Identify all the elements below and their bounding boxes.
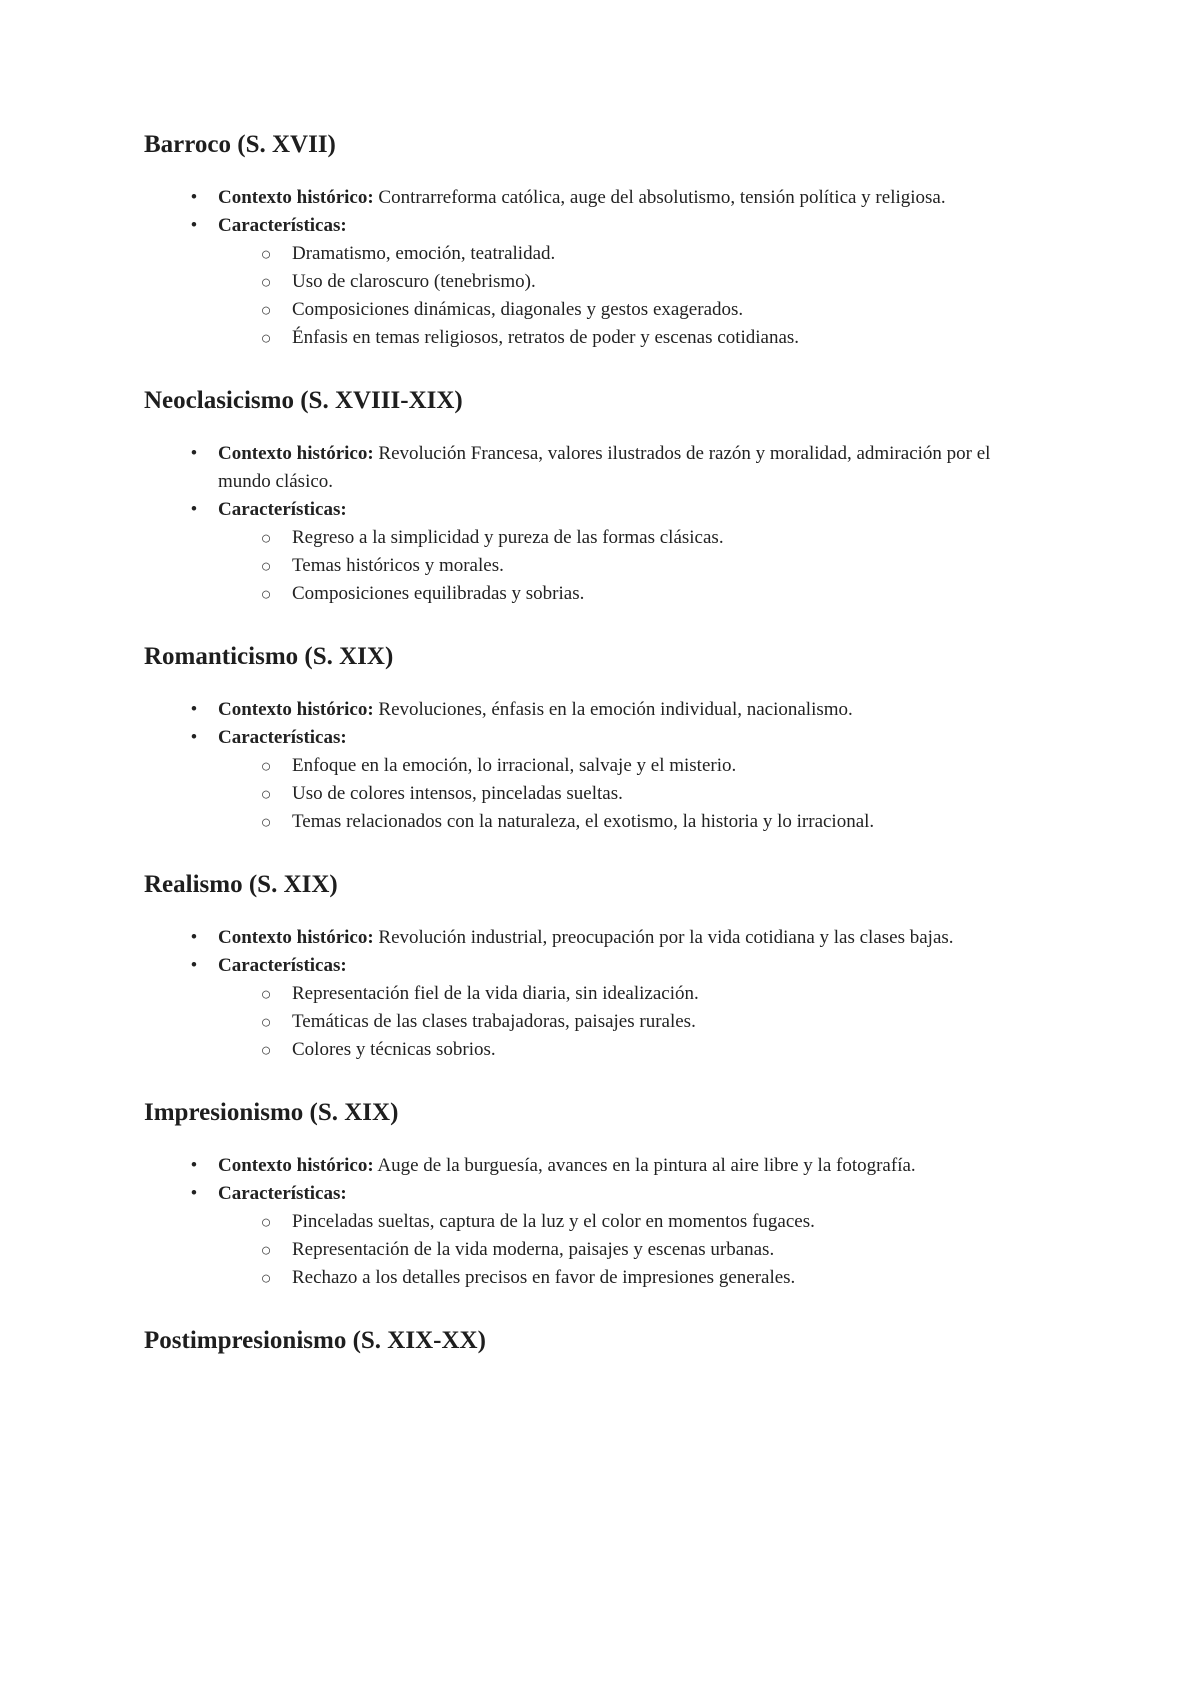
context-text: Contrarreforma católica, auge del absolutismo, tensión política y religiosa. xyxy=(373,187,946,208)
circle-bullet-icon: ○ xyxy=(260,1212,272,1232)
features-label: Características: xyxy=(218,499,347,520)
features-label: Características: xyxy=(218,215,347,236)
bullet-icon: • xyxy=(190,443,198,464)
section-realismo xyxy=(144,868,1044,1064)
section-heading: Postimpresionismo (S. XIX-XX) xyxy=(144,1327,486,1354)
features-list xyxy=(218,752,1044,836)
features-list xyxy=(218,980,1044,1064)
section-heading: Realismo (S. XIX) xyxy=(144,871,338,898)
section-list xyxy=(144,440,1044,608)
features-label: Características: xyxy=(218,727,347,748)
list-item xyxy=(260,1036,1044,1064)
list-item xyxy=(190,724,1044,836)
context-text: Revoluciones, énfasis en la emoción individual, nacionalismo. xyxy=(373,699,853,720)
context-text: Revolución industrial, preocupación por la vida cotidiana y las clases bajas. xyxy=(373,927,954,948)
list-item xyxy=(190,1152,1044,1180)
circle-bullet-icon: ○ xyxy=(260,272,272,292)
circle-bullet-icon: ○ xyxy=(260,300,272,320)
feature-text: Representación de la vida moderna, paisajes y escenas urbanas. xyxy=(292,1239,775,1260)
section-heading: Barroco (S. XVII) xyxy=(144,131,336,158)
list-item xyxy=(260,580,1044,608)
circle-bullet-icon: ○ xyxy=(260,244,272,264)
feature-text: Temáticas de las clases trabajadoras, paisajes rurales. xyxy=(292,1011,696,1032)
features-list xyxy=(218,1208,1044,1292)
section-heading: Romanticismo (S. XIX) xyxy=(144,643,394,670)
section-heading: Neoclasicismo (S. XVIII-XIX) xyxy=(144,387,463,414)
circle-bullet-icon: ○ xyxy=(260,812,272,832)
circle-bullet-icon: ○ xyxy=(260,984,272,1004)
list-item xyxy=(260,752,1044,780)
list-item xyxy=(260,552,1044,580)
feature-text: Representación fiel de la vida diaria, sin idealización. xyxy=(292,983,699,1004)
list-item xyxy=(260,268,1044,296)
bullet-icon: • xyxy=(190,215,198,236)
circle-bullet-icon: ○ xyxy=(260,756,272,776)
list-item xyxy=(260,1208,1044,1236)
feature-text: Composiciones dinámicas, diagonales y gestos exagerados. xyxy=(292,299,744,320)
list-item xyxy=(260,980,1044,1008)
feature-text: Composiciones equilibradas y sobrias. xyxy=(292,583,585,604)
feature-text: Enfoque en la emoción, lo irracional, salvaje y el misterio. xyxy=(292,755,737,776)
bullet-icon: • xyxy=(190,187,198,208)
context-label: Contexto histórico: xyxy=(218,699,374,720)
bullet-icon: • xyxy=(190,955,198,976)
section-list xyxy=(144,696,1044,836)
bullet-icon: • xyxy=(190,727,198,748)
section-romanticismo xyxy=(144,640,1044,836)
context-label: Contexto histórico: xyxy=(218,927,374,948)
list-item xyxy=(190,496,1044,608)
bullet-icon: • xyxy=(190,1155,198,1176)
circle-bullet-icon: ○ xyxy=(260,556,272,576)
circle-bullet-icon: ○ xyxy=(260,784,272,804)
feature-text: Rechazo a los detalles precisos en favor de impresiones generales. xyxy=(292,1267,796,1288)
bullet-icon: • xyxy=(190,1183,198,1204)
section-postimpresionismo xyxy=(144,1324,1044,1358)
list-item xyxy=(190,184,1044,212)
list-item xyxy=(260,296,1044,324)
feature-text: Pinceladas sueltas, captura de la luz y el color en momentos fugaces. xyxy=(292,1211,815,1232)
list-item xyxy=(260,780,1044,808)
section-heading: Impresionismo (S. XIX) xyxy=(144,1099,399,1126)
list-item xyxy=(260,1008,1044,1036)
document-page xyxy=(144,128,1044,1380)
section-list xyxy=(144,1152,1044,1292)
context-text: Revolución Francesa, valores ilustrados de razón y moralidad, admiración por el mundo clásico. xyxy=(218,443,991,492)
features-label: Características: xyxy=(218,955,347,976)
context-text: Auge de la burguesía, avances en la pintura al aire libre y la fotografía. xyxy=(373,1155,916,1176)
list-item xyxy=(190,696,1044,724)
bullet-icon: • xyxy=(190,699,198,720)
feature-text: Colores y técnicas sobrios. xyxy=(292,1039,496,1060)
circle-bullet-icon: ○ xyxy=(260,1240,272,1260)
list-item xyxy=(190,1180,1044,1292)
list-item xyxy=(190,440,1044,496)
context-label: Contexto histórico: xyxy=(218,1155,374,1176)
feature-text: Temas históricos y morales. xyxy=(292,555,504,576)
list-item xyxy=(190,924,1044,952)
context-label: Contexto histórico: xyxy=(218,443,374,464)
circle-bullet-icon: ○ xyxy=(260,528,272,548)
list-item xyxy=(260,1236,1044,1264)
circle-bullet-icon: ○ xyxy=(260,328,272,348)
circle-bullet-icon: ○ xyxy=(260,1040,272,1060)
section-neoclasicismo xyxy=(144,384,1044,608)
circle-bullet-icon: ○ xyxy=(260,1268,272,1288)
circle-bullet-icon: ○ xyxy=(260,1012,272,1032)
list-item xyxy=(190,952,1044,1064)
list-item xyxy=(260,524,1044,552)
section-list xyxy=(144,184,1044,352)
features-label: Características: xyxy=(218,1183,347,1204)
feature-text: Regreso a la simplicidad y pureza de las formas clásicas. xyxy=(292,527,724,548)
list-item xyxy=(260,1264,1044,1292)
context-label: Contexto histórico: xyxy=(218,187,374,208)
list-item xyxy=(260,324,1044,352)
list-item xyxy=(260,808,1044,836)
list-item xyxy=(260,240,1044,268)
section-list xyxy=(144,924,1044,1064)
feature-text: Uso de colores intensos, pinceladas sueltas. xyxy=(292,783,623,804)
feature-text: Uso de claroscuro (tenebrismo). xyxy=(292,271,536,292)
bullet-icon: • xyxy=(190,927,198,948)
list-item xyxy=(190,212,1044,352)
bullet-icon: • xyxy=(190,499,198,520)
feature-text: Énfasis en temas religiosos, retratos de poder y escenas cotidianas. xyxy=(292,327,800,348)
section-barroco xyxy=(144,128,1044,352)
circle-bullet-icon: ○ xyxy=(260,584,272,604)
feature-text: Dramatismo, emoción, teatralidad. xyxy=(292,243,556,264)
feature-text: Temas relacionados con la naturaleza, el exotismo, la historia y lo irracional. xyxy=(292,811,875,832)
features-list xyxy=(218,524,1044,608)
features-list xyxy=(218,240,1044,352)
section-impresionismo xyxy=(144,1096,1044,1292)
